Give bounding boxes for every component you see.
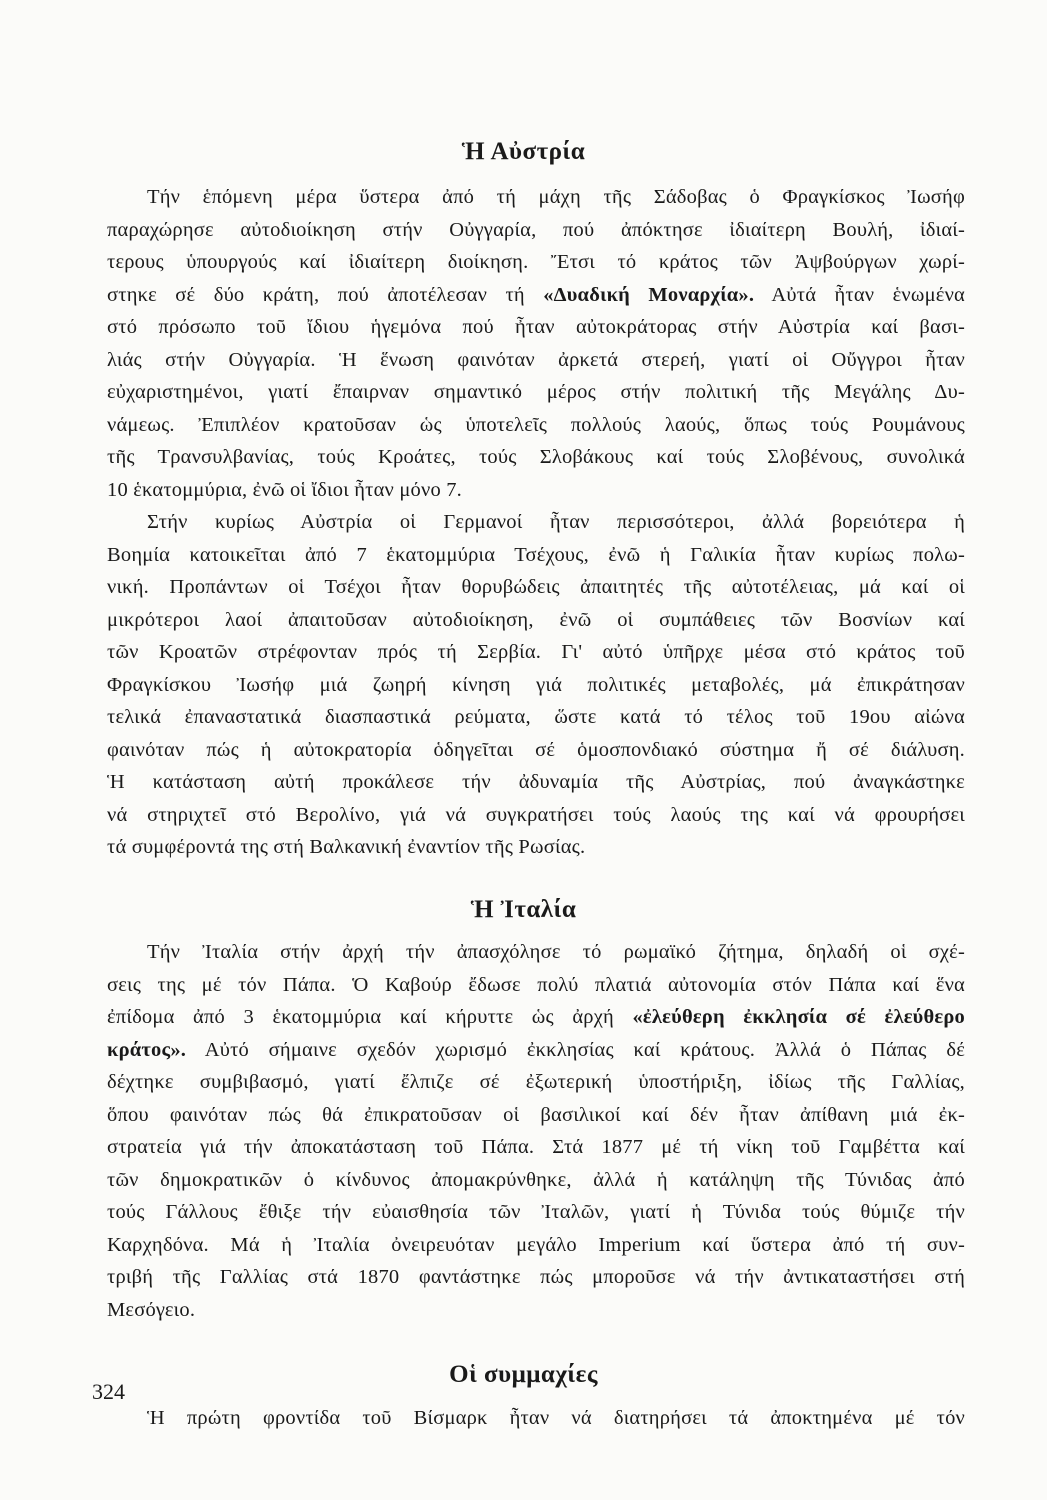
text-line: τριβή τῆς Γαλλίας στά 1870 φαντάστηκε πώς μποροῦσε νά τήν ἀντικαταστήσει στή [107,1266,965,1288]
text-line: νά στηριχτεῖ στό Βερολίνο, γιά νά συγκρατήσει τούς λαούς της καί νά φρουρήσει [107,803,965,826]
text-span: Αὐτά ἦταν ἑνωμένα [771,283,965,306]
section-title-italy: Ἡ Ἰταλία [470,896,577,923]
bold-term-free-church: «ἐλεύθερη ἐκκλησία σέ ἐλεύθερο [632,1006,965,1028]
text-line: στρατεία γιά τήν ἀποκατάσταση τοῦ Πάπα. Στά 1877 μέ τή νίκη τοῦ Γαμβέττα καί [107,1136,965,1158]
text-line: τερους ὑπουργούς καί ἰδιαίτερη διοίκηση. Ἔτσι τό κράτος τῶν Ἀψβούργων χωρί- [107,251,965,273]
text-line: Βοημία κατοικεῖται ἀπό 7 ἑκατομμύρια Τσέχους, ἐνῶ ἡ Γαλικία ἦταν κυρίως πολω- [107,543,965,566]
text-span: ἐπίδομα ἀπό 3 ἑκατομμύρια καί κήρυττε ὡς ἀρχή [107,1006,614,1028]
text-line: φαινόταν πώς ἡ αὐτοκρατορία ὁδηγεῖται σέ ὁμοσπονδιακό σύστημα ἤ σέ διάλυση. [107,738,965,761]
text-span: Αὐτό σήμαινε σχεδόν χωρισμό ἐκκλησίας καί κράτους. Ἀλλά ὁ Πάπας δέ [204,1038,965,1061]
text-line: τῶν δημοκρατικῶν ὁ κίνδυνος ἀπομακρύνθηκε, ἀλλά ἡ κατάληψη τῆς Τύνιδας ἀπό [107,1168,965,1191]
text-span: στηκε σέ δύο κράτη, πού ἀποτέλεσαν τή [107,283,525,306]
text-line: Τήν Ἰταλία στήν ἀρχή τήν ἀπασχόλησε τό ρωμαϊκό ζήτημα, δηλαδή οἱ σχέ- [147,941,965,963]
text-line: μικρότεροι λαοί ἀπαιτοῦσαν αὐτοδιοίκηση, ἐνῶ οἱ συμπάθειες τῶν Βοσνίων καί [107,608,965,631]
text-line: στό πρόσωπο τοῦ ἴδιου ἡγεμόνα πού ἦταν αὐτοκράτορας στήν Αὐστρία καί βασι- [107,316,965,338]
text-line: τελικά ἐπαναστατικά διασπαστικά ρεύματα, ὥστε κατά τό τέλος τοῦ 19ου αἰώνα [107,706,965,728]
text-line: Ἡ πρώτη φροντίδα τοῦ Βίσμαρκ ἦταν νά διατηρήσει τά ἀποκτημένα μέ τόν [147,1407,965,1429]
text-line-mixed [107,1034,965,1067]
text-line: Καρχηδόνα. Μά ἡ Ἰταλία ὀνειρευόταν μεγάλο Imperium καί ὕστερα ἀπό τή συν- [107,1233,965,1256]
text-line: Ἡ κατάσταση αὐτή προκάλεσε τήν ἀδυναμία τῆς Αὐστρίας, πού ἀναγκάστηκε [107,771,965,793]
text-line: Στήν κυρίως Αὐστρία οἱ Γερμανοί ἦταν περισσότεροι, ἀλλά βορειότερα ἡ [147,511,965,533]
text-line: νάμεως. Ἐπιπλέον κρατοῦσαν ὡς ὑποτελεῖς πολλούς λαούς, ὅπως τούς Ρουμάνους [107,413,965,436]
text-line-mixed [107,1001,965,1034]
text-line: τῶν Κροατῶν στρέφονταν πρός τή Σερβία. Γι' αὐτό ὑπῆρχε μέσα στό κράτος τοῦ [107,641,965,663]
text-line: παραχώρησε αὐτοδιοίκηση στήν Οὐγγαρία, πού ἀπόκτησε ἰδιαίτερη Βουλή, ἰδιαί- [107,218,965,241]
text-line: νική. Προπάντων οἱ Τσέχοι ἦταν θορυβώδεις ἀπαιτητές τῆς αὐτοτέλειας, μά καί οἱ [107,576,965,598]
text-line: εὐχαριστημένοι, γιατί ἔπαιρναν σημαντικό μέρος στήν πολιτική τῆς Μεγάλης Δυ- [107,381,965,403]
text-line: λιάς στήν Οὐγγαρία. Ἡ ἕνωση φαινόταν ἀρκετά στερεή, γιατί οἱ Οὔγγροι ἦταν [107,348,965,371]
text-line: σεις της μέ τόν Πάπα. Ὁ Καβούρ ἔδωσε πολύ πλατιά αὐτονομία στόν Πάπα καί ἕνα [107,973,965,996]
text-line: 10 ἑκατομμύρια, ἐνῶ οἱ ἴδιοι ἦταν μόνο 7. [107,478,462,501]
page-number: 324 [92,1379,125,1404]
text-line: τά συμφέροντά της στή Βαλκανική ἐναντίον τῆς Ρωσίας. [107,836,586,858]
text-line: δέχτηκε συμβιβασμό, γιατί ἔλπιζε σέ ἐξωτερική ὑποστήριξη, ἰδίως τῆς Γαλλίας, [107,1071,965,1093]
text-line: τῆς Τρανσυλβανίας, τούς Κροάτες, τούς Σλοβάκους καί τούς Σλοβένους, συνολικά [107,446,965,468]
bold-term-dual-monarchy: «Δυαδική Μοναρχία». [543,283,755,306]
bold-term-free-state: κράτος». [107,1038,187,1061]
section-title-alliances: Οἱ συμμαχίες [449,1361,598,1388]
text-line: ὅπου φαινόταν πώς θά ἐπικρατοῦσαν οἱ βασιλικοί καί δέν ἦταν ἀπίθανη μιά ἐκ- [107,1103,965,1126]
text-line-mixed [107,279,965,312]
text-line: Τήν ἑπόμενη μέρα ὕστερα ἀπό τή μάχη τῆς Σάδοβας ὁ Φραγκίσκος Ἰωσήφ [147,186,965,208]
text-line: Φραγκίσκου Ἰωσήφ μιά ζωηρή κίνηση γιά πολιτικές μεταβολές, μά ἐπικράτησαν [107,673,965,696]
text-line: τούς Γάλλους ἔθιξε τήν εὐαισθησία τῶν Ἰταλῶν, γιατί ἡ Τύνιδα τούς θύμιζε τήν [107,1201,965,1223]
text-line: Μεσόγειο. [107,1298,196,1321]
section-title-austria: Ἡ Αὐστρία [461,138,586,165]
